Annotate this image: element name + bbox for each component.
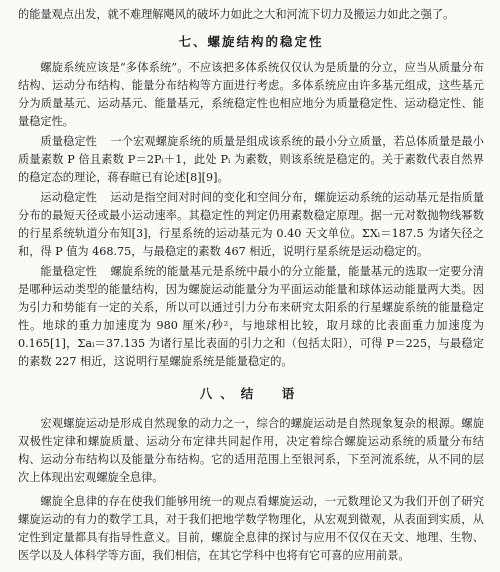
mass-stability-text: 一个宏观螺旋系统的质量是组成该系统的最小分立质量，若总体质量是最小质量素数 P 倍且素数 P＝2Pᵢ＋1，此处 Pᵢ 为素数，则该系统是稳定的。关于素数代表自然界的稳定态的理论，蒋春暄已有论述[8][9]。 bbox=[18, 135, 484, 184]
mass-stability-paragraph bbox=[18, 133, 484, 187]
continuation-text: 的能量观点出发，就不难理解飓风的破坏力如此之大和河流下切力及搬运力如此之强了。 bbox=[18, 8, 455, 21]
motion-stability-paragraph bbox=[18, 189, 484, 261]
conclusion-paragraph-1: 宏观螺旋运动是形成自然现象的动力之一，综合的螺旋运动是自然现象复杂的根源。螺旋双极性定律和螺旋质量、运动分布定律共同起作用，决定着综合螺旋运动系统的质量分布结构、运动分布结构以及能量分布结构。它的适用范围上至银河系，下至河流系统，从不同的层次上体现出宏观螺旋全息律。 bbox=[18, 417, 484, 484]
section-8-heading: 八、结 语 bbox=[199, 386, 303, 401]
motion-stability-text: 运动是指空间对时间的变化和空间分布，螺旋运动系统的运动基元是指质量分布的最短天径或最小运动速率。其稳定性的判定仍用素数稳定原理。据一元对数抛物线幂数的行星系统轨道分布知[3]，行星系统的运动基元为 0.40 天文单位。ΣXᵢ＝187.5 为诸矢径之和，得 P 值为 468.75，与最稳定的素数 467 相近，说明行星系统是运动稳定的。 bbox=[18, 191, 484, 258]
section-7-intro: 螺旋系统应该是“多体系统”。不应该把多体系统仅仅认为是质量的分立，应当从质量分布结构、运动分布结构、能量分布结构等方面进行考虑。多体系统应由许多基元组成，这些基元分为质量基元、运动基元、能量基元，系统稳定性也相应地分为质量稳定性、运动稳定性、能量稳定性。 bbox=[18, 61, 484, 128]
section-7-heading: 七、螺旋结构的稳定性 bbox=[178, 34, 324, 49]
document-page bbox=[18, 6, 484, 565]
energy-stability-term: 能量稳定性 bbox=[40, 265, 98, 278]
motion-stability-term: 运动稳定性 bbox=[40, 191, 98, 204]
conclusion-paragraph-2: 螺旋全息律的存在使我们能够用统一的观点看螺旋运动，一元数理论又为我们开创了研究螺旋运动的有力的数学工具，对于我们把地学数学物理化，从宏观到微观，从表面到实质，从定性到定量都具有指导性意义。目前，螺旋全息律的探讨与应用不仅仅在天文、地理、生物、医学以及人体科学等方面，我们相信，在其它学科中也将有它可喜的应用前景。 bbox=[18, 495, 484, 562]
mass-stability-term: 质量稳定性 bbox=[40, 135, 98, 148]
energy-stability-paragraph bbox=[18, 263, 484, 371]
energy-stability-text: 螺旋系统的能量基元是系统中最小的分立能量，能量基元的选取一定要分清是哪种运动类型的能量结构，因为螺旋运动能量分为平面运动能量和球体运动能量两大类。因为引力和势能有一定的关系，所以可以通过引力分布来研究太阳系的行星螺旋系统的能量稳定性。地球的重力加速度为 980 厘米/秒²，与地球相比较，取月球的比表面重力加速度为 0.165[1]，Σaᵢ＝37.135 为诸行星比表面的引力之和（包括太阳），可得 P＝225，与最稳定的素数 227 相近，这说明行星螺旋系统是能量稳定的。 bbox=[18, 265, 484, 368]
